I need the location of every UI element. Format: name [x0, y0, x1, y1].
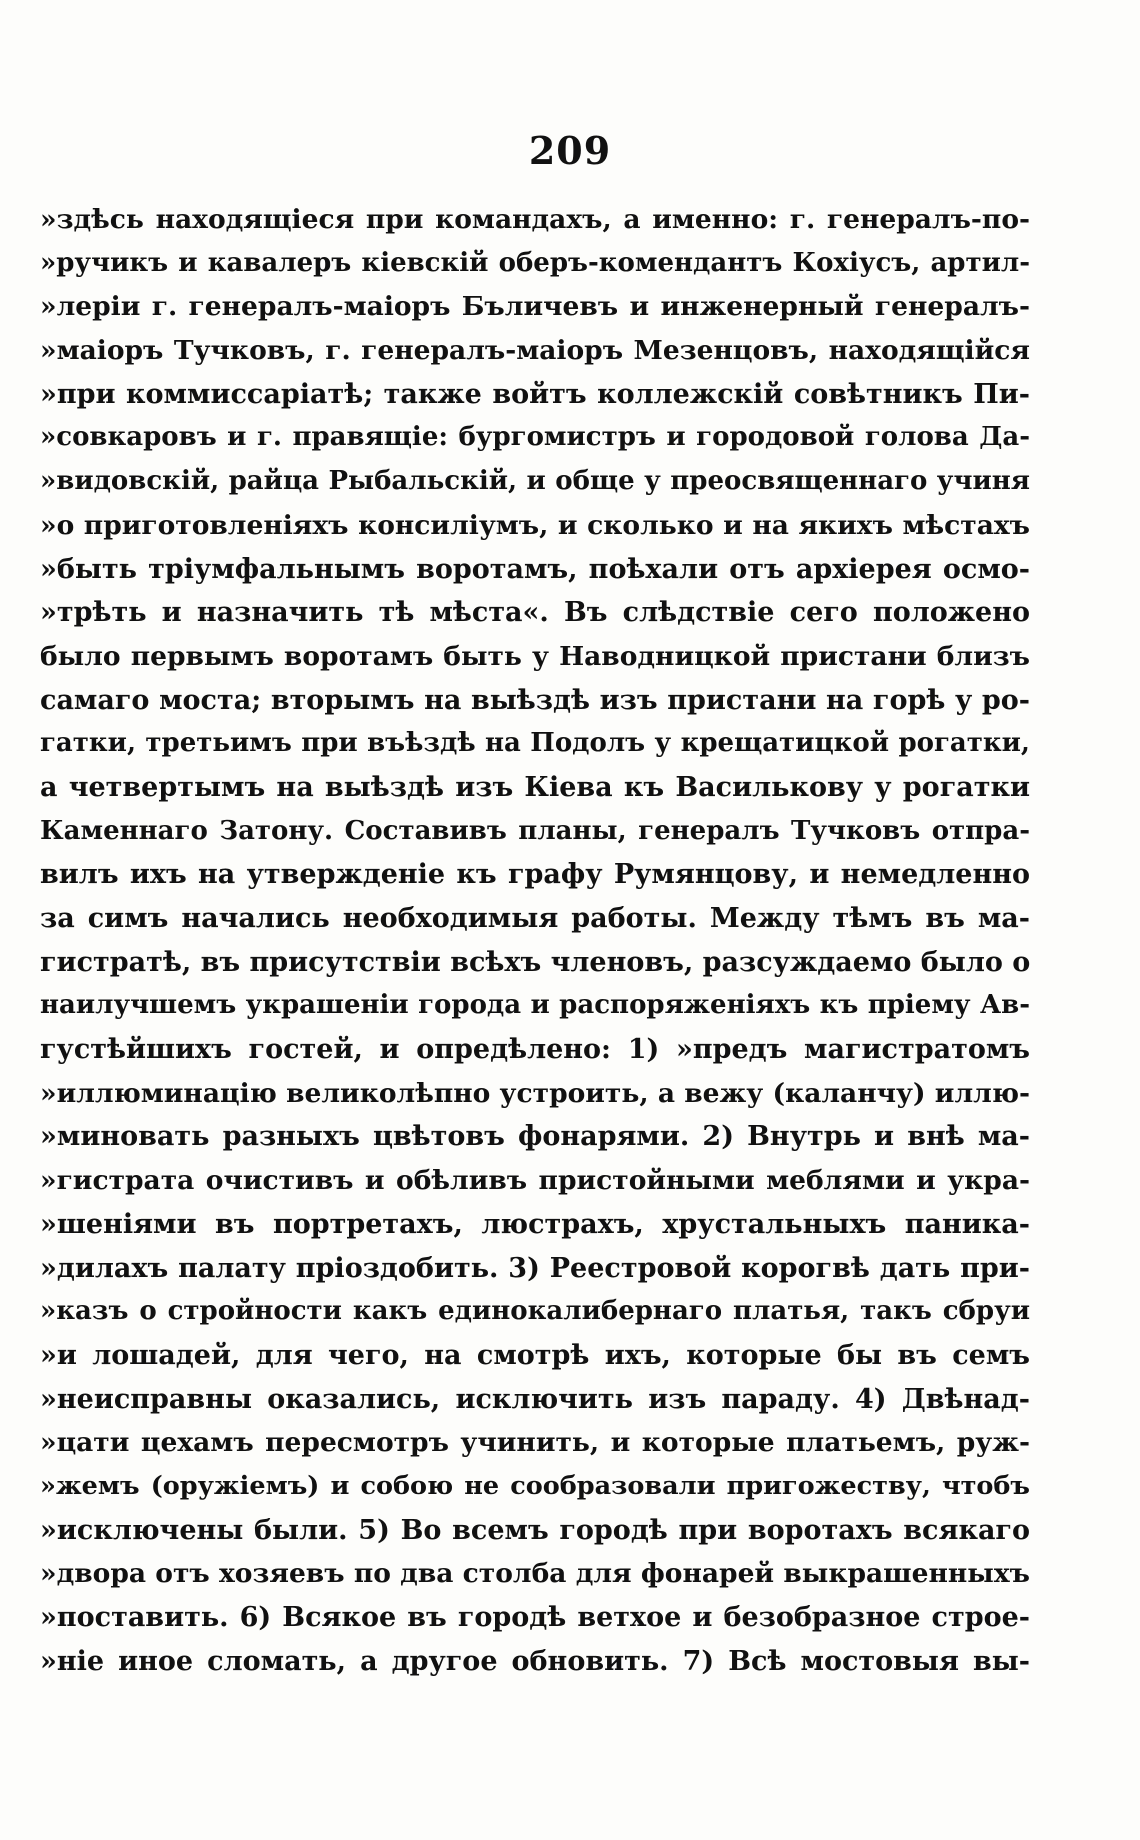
text-line: »при коммиссаріатѣ; также войтъ коллежскій совѣтникъ Пи-	[40, 378, 1030, 410]
body-text	[40, 198, 1030, 1683]
text-line: »казъ о стройности какъ единокалибернаго платья, такъ сбруи	[40, 1296, 1030, 1327]
text-line: »ручикъ и кавалеръ кіевскій оберъ-комендантъ Кохіусъ, артил-	[40, 247, 1030, 278]
text-line: Каменнаго Затону. Составивъ планы, генералъ Тучковъ отпра-	[40, 815, 1030, 846]
text-line: было первымъ воротамъ быть у Наводницкой пристани близъ	[40, 640, 1030, 672]
text-line: »миновать разныхъ цвѣтовъ фонарями. 2) Внутрь и внѣ ма-	[40, 1121, 1030, 1153]
text-line: »и лошадей, для чего, на смотрѣ ихъ, которые бы въ семъ	[40, 1339, 1030, 1371]
text-line: »цати цехамъ пересмотръ учинить, и которые платьемъ, руж-	[40, 1427, 1030, 1459]
text-line: »видовскій, райца Рыбальскій, и обще у преосвященнаго учиня	[40, 466, 1030, 497]
text-line: »жемъ (оружіемъ) и собою не сообразовали пригожеству, чтобъ	[40, 1470, 1030, 1501]
text-line: »иллюминацію великолѣпно устроить, а вежу (каланчу) иллю-	[40, 1077, 1030, 1109]
text-line: »гистрата очистивъ и обѣливъ пристойными меблями и укра-	[40, 1165, 1030, 1197]
page-number: 209	[528, 128, 612, 173]
text-line: самаго моста; вторымъ на выѣздѣ изъ пристани на горѣ у ро-	[40, 684, 1030, 716]
text-line: »поставить. 6) Всякое въ городѣ ветхое и безобразное строе-	[40, 1602, 1030, 1633]
text-line: »ніе иное сломать, а другое обновить. 7) Всѣ мостовыя вы-	[40, 1645, 1030, 1677]
text-line: наилучшемъ украшеніи города и распоряженіяхъ къ пріему Ав-	[40, 990, 1030, 1021]
text-line: гистратѣ, въ присутствіи всѣхъ членовъ, разсуждаемо было о	[40, 946, 1030, 978]
text-line: »неисправны оказались, исключить изъ параду. 4) Двѣнад-	[40, 1383, 1030, 1415]
text-line: »двора отъ хозяевъ по два столба для фонарей выкрашенныхъ	[40, 1558, 1030, 1590]
text-line: »быть тріумфальнымъ воротамъ, поѣхали отъ архіерея осмо-	[40, 553, 1030, 585]
text-line: »совкаровъ и г. правящіе: бургомистръ и городовой голова Да-	[40, 422, 1030, 453]
text-line: »трѣть и назначить тѣ мѣста«. Въ слѣдствіе сего положено	[40, 597, 1030, 629]
text-line: »здѣсь находящіеся при командахъ, а именно: г. генералъ-по-	[40, 204, 1030, 235]
text-line: »дилахъ палату пріоздобить. 3) Реестровой корогвѣ дать при-	[40, 1252, 1030, 1284]
text-line: »о приготовленіяхъ консиліумъ, и сколько и на якихъ мѣстахъ	[40, 509, 1030, 541]
text-line: »шеніями въ портретахъ, люстрахъ, хрустальныхъ паника-	[40, 1208, 1030, 1240]
text-line: »маіоръ Тучковъ, г. генералъ-маіоръ Мезенцовъ, находящійся	[40, 335, 1030, 367]
text-line: гатки, третьимъ при въѣздѣ на Подолъ у крещатицкой рогатки,	[40, 728, 1030, 759]
text-line: за симъ начались необходимыя работы. Между тѣмъ въ ма-	[40, 903, 1030, 934]
text-line: »леріи г. генералъ-маіоръ Бъличевъ и инженерный генералъ-	[40, 291, 1030, 323]
text-line: густѣйшихъ гостей, и опредѣлено: 1) »предъ магистратомъ	[40, 1034, 1030, 1066]
text-line: вилъ ихъ на утвержденіе къ графу Румянцову, и немедленно	[40, 859, 1030, 891]
text-line: а четвертымъ на выѣздѣ изъ Кіева къ Василькову у рогатки	[40, 771, 1030, 803]
text-line: »исключены были. 5) Во всемъ городѣ при воротахъ всякаго	[40, 1514, 1030, 1546]
